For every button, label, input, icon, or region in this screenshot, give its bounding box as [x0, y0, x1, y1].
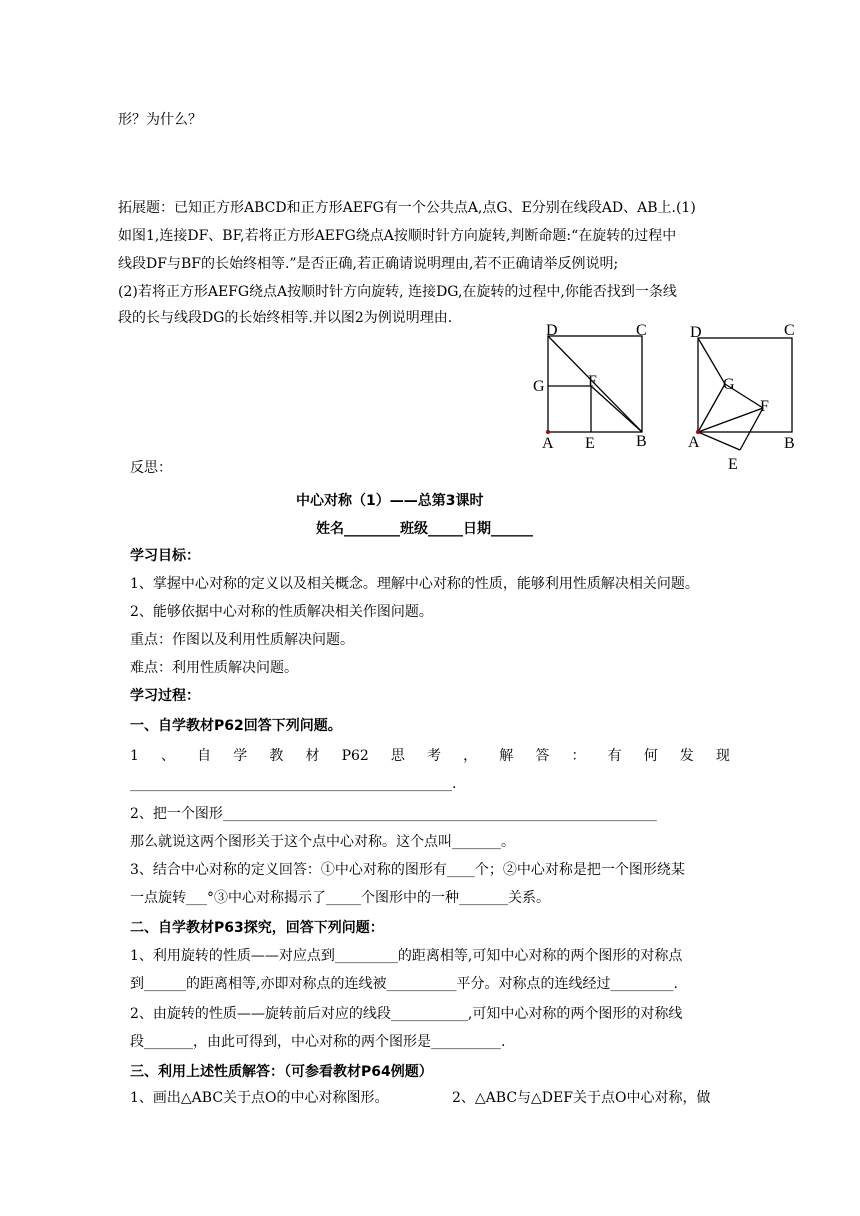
text-line: 一点旋转___°③中心对称揭示了_____个图形中的一种_______关系。: [130, 890, 550, 906]
label-b: B: [636, 433, 647, 450]
text-line: 1、画出△ABC关于点O的中心对称图形。: [130, 1090, 389, 1106]
q1-word: 学: [233, 748, 248, 764]
label-b: B: [784, 435, 795, 452]
text-line: 重点：作图以及利用性质解决问题。: [130, 632, 354, 648]
text-line: 反思：: [130, 460, 172, 476]
q1-word: 有: [607, 748, 622, 764]
q1-word: ，: [463, 748, 478, 764]
question-1-line: [130, 746, 730, 766]
q1-word: ：: [571, 748, 586, 764]
text-line: 1、掌握中心对称的定义以及相关概念。理解中心对称的性质，能够利用性质解决相关问题。: [130, 576, 699, 592]
text-line: 如图1,连接DF、BF,若将正方形AEFG绕点A按顺时针方向旋转,判断命题:“在旋转的过程中: [118, 228, 677, 244]
label-c: C: [636, 322, 647, 339]
text-line: 难点：利用性质解决问题。: [130, 660, 298, 676]
label-e: E: [728, 456, 738, 473]
q1-word: 现: [715, 748, 730, 764]
text-line: ______________________________________________.: [130, 776, 457, 792]
text-line: 线段DF与BF的长始终相等.”是否正确,若正确请说明理由,若不正确请举反例说明;: [118, 256, 619, 272]
q1-word: 、: [161, 748, 176, 764]
heading-section-3: 三、利用上述性质解答：（可参看教材P64例题）: [130, 1064, 433, 1080]
label-f: F: [760, 398, 769, 415]
text-line: 2、△ABC与△DEF关于点O中心对称，做: [452, 1090, 711, 1106]
text-line: 3、结合中心对称的定义回答：①中心对称的图形有____个；②中心对称是把一个图形绕某: [130, 862, 685, 878]
label-c: C: [784, 322, 795, 339]
q1-word: 发: [679, 748, 694, 764]
label-g: G: [723, 376, 735, 393]
q1-word: P62: [341, 748, 369, 764]
text-line: 段的长与线段DG的长始终相等.并以图2为例说明理由.: [118, 310, 453, 326]
q1-word: 自: [197, 748, 212, 764]
figure-1: [528, 318, 658, 458]
q1-word: 何: [643, 748, 658, 764]
text-line: 到______的距离相等,亦即对称点的连线被__________平分。对称点的连线经过_________.: [130, 976, 678, 992]
text-line: 2、能够依据中心对称的性质解决相关作图问题。: [130, 604, 433, 620]
q1-word: 1: [130, 748, 139, 764]
label-g: G: [533, 378, 545, 395]
label-f: F: [588, 373, 597, 390]
q1-word: 考: [427, 748, 442, 764]
text-line: 1、利用旋转的性质——对应点到_________的距离相等,可知中心对称的两个图形的对称点: [130, 948, 683, 964]
label-a: A: [542, 435, 554, 452]
label-d: D: [690, 324, 702, 341]
figure-2: [678, 318, 808, 478]
text-line: 拓展题：已知正方形ABCD和正方形AEFG有一个公共点A,点G、E分别在线段AD、AB上.(1): [118, 200, 696, 216]
q1-word: 思: [390, 748, 405, 764]
label-a: A: [688, 434, 700, 451]
label-d: D: [546, 322, 558, 339]
heading-goals: 学习目标：: [130, 548, 200, 564]
q1-word: 材: [305, 748, 320, 764]
q1-word: 教: [269, 748, 284, 764]
heading-section-1: 一、自学教材P62回答下列问题。: [130, 718, 342, 734]
name-class-date-line: 姓名________班级_____日期______: [316, 521, 533, 537]
text-line: 2、把一个图形______________________________________________________________: [130, 806, 657, 822]
heading-section-2: 二、自学教材P63探究，回答下列问题：: [130, 920, 384, 936]
text-line: 形？为什么？: [118, 112, 202, 128]
heading-process: 学习过程：: [130, 688, 200, 704]
text-line: 段_______，由此可得到，中心对称的两个图形是__________.: [130, 1034, 506, 1050]
section-title: 中心对称（1）——总第3课时: [296, 493, 484, 509]
text-line: 那么就说这两个图形关于这个点中心对称。这个点叫_______。: [130, 834, 515, 850]
text-line: 2、由旋转的性质——旋转前后对应的线段___________,可知中心对称的两个图形的对称线: [130, 1006, 683, 1022]
q1-word: 答: [535, 748, 550, 764]
q1-word: 解: [499, 748, 514, 764]
label-e: E: [585, 435, 595, 452]
text-line: (2)若将正方形AEFG绕点A按顺时针方向旋转, 连接DG,在旋转的过程中,你能否找到一条线: [118, 284, 677, 300]
